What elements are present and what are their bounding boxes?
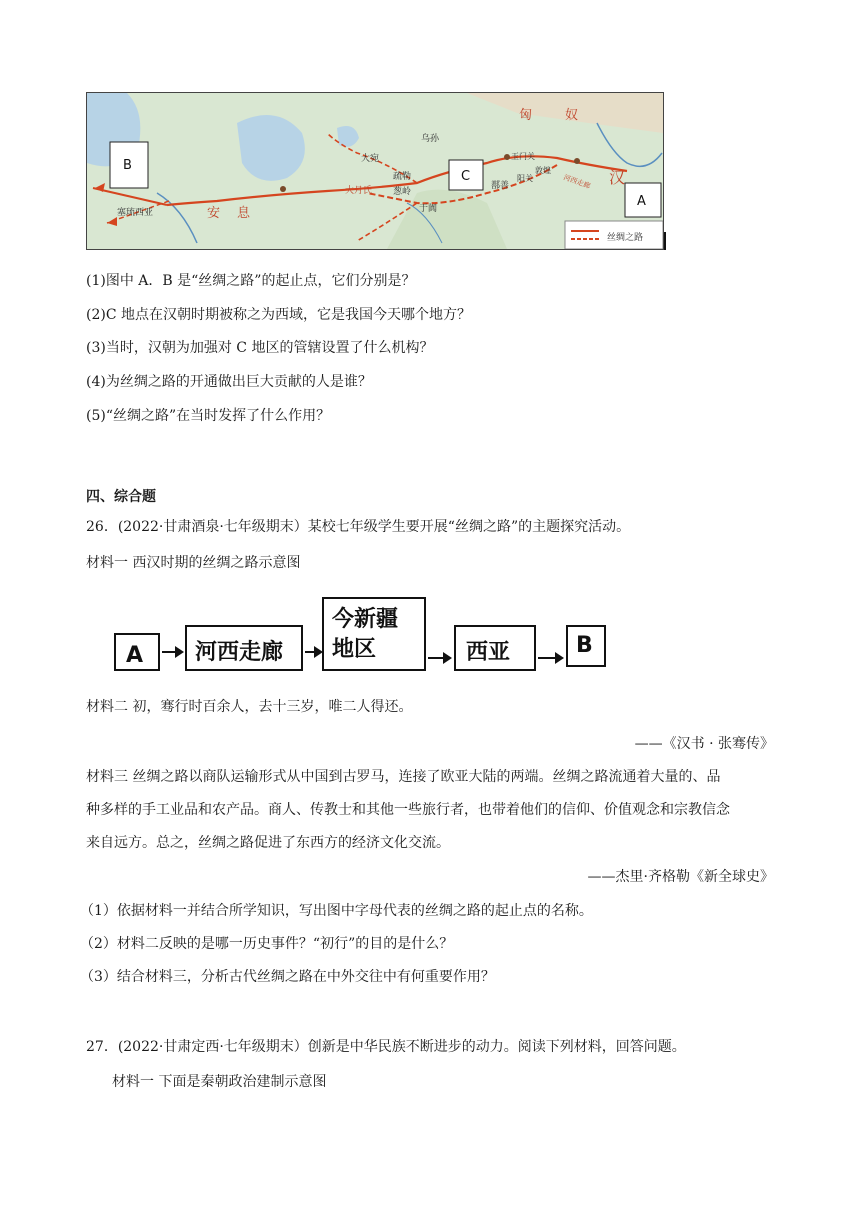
label-sailiu: 塞琉西亚 — [117, 208, 154, 218]
label-hexi: 河西走廊 — [562, 173, 592, 191]
map-svg — [87, 93, 663, 249]
label-congling: 葱岭 — [393, 187, 412, 197]
map-box-a-label: A — [637, 194, 646, 209]
silk-road-west-end — [93, 188, 167, 205]
label-shule: 疏勒 — [393, 172, 412, 182]
question-4: (4)为丝绸之路的开通做出巨大贡献的人是谁？ — [86, 374, 372, 390]
q26-material3-line1: 材料三 丝绸之路以商队运输形式从中国到古罗马，连接了欧亚大陆的两端。丝绸之路流通着大量的、品 — [86, 769, 721, 785]
flow-box-b-label: B — [576, 633, 593, 658]
flow-box-xiya — [454, 625, 536, 671]
silk-road-flow-diagram — [114, 595, 614, 675]
question-3: (3)当时，汉朝为加强对 C 地区的管辖设置了什么机构？ — [86, 340, 434, 356]
question-2: (2)C 地点在汉朝时期被称之为西域，它是我国今天哪个地方？ — [86, 307, 471, 323]
label-dunhuang: 敦煌 — [535, 166, 551, 175]
label-yutian: 于阗 — [419, 204, 438, 214]
q26-stem: 26．(2022·甘肃酒泉·七年级期末）某校七年级学生要开展“丝绸之路”的主题探究活动。 — [86, 519, 631, 535]
flow-box-xinjiang — [322, 597, 426, 671]
flow-arrow — [305, 651, 321, 653]
q26-source3: ——杰里·齐格勒《新全球史》 — [587, 869, 774, 885]
label-anxi-1: 安 — [207, 206, 221, 221]
question-5: (5)“丝绸之路”在当时发挥了什么作用？ — [86, 408, 331, 424]
label-wusun: 乌孙 — [421, 134, 440, 144]
flow-box-a — [114, 633, 160, 671]
flow-box-xinjiang-line1: 今新疆 — [332, 607, 399, 632]
legend-label: 丝绸之路 — [607, 233, 644, 243]
flow-box-a-label: A — [126, 643, 144, 668]
map-box-c-label: C — [461, 169, 471, 184]
q26-sub1: （1）依据材料一并结合所学知识，写出图中字母代表的丝绸之路的起止点的名称。 — [80, 903, 593, 919]
label-han: 汉 — [609, 168, 626, 187]
section-title: 四、综合题 — [86, 489, 156, 505]
q26-material3-line3: 来自远方。总之，丝绸之路促进了东西方的经济文化交流。 — [86, 835, 450, 851]
route-arrow-icon — [107, 217, 117, 226]
aral-sea-shape — [337, 126, 359, 147]
label-shanshan: 鄯善 — [491, 181, 510, 191]
label-yumenguan: 玉门关 — [511, 152, 535, 161]
caspian-sea-shape — [237, 115, 305, 181]
camel-icon — [504, 154, 510, 160]
label-dayuezhi: 大月氏 — [345, 186, 373, 196]
flow-box-hexi-label: 河西走廊 — [195, 640, 284, 665]
label-xiongnu-2: 奴 — [565, 108, 579, 123]
q26-material1: 材料一 西汉时期的丝绸之路示意图 — [86, 555, 301, 571]
flow-arrow — [162, 651, 182, 653]
flow-box-b — [566, 625, 606, 667]
flow-box-xiya-label: 西亚 — [466, 640, 511, 665]
flow-arrow — [538, 657, 562, 659]
q26-material2: 材料二 初，骞行时百余人，去十三岁，唯二人得还。 — [86, 699, 413, 715]
question-1: (1)图中 A．B 是“丝绸之路”的起止点，它们分别是？ — [86, 273, 416, 289]
flow-arrow — [428, 657, 450, 659]
q26-sub3: （3）结合材料三，分析古代丝绸之路在中外交往中有何重要作用？ — [80, 969, 495, 985]
camel-icon — [574, 158, 580, 164]
q27-stem: 27．(2022·甘肃定西·七年级期末）创新是中华民族不断进步的动力。阅读下列材料，回答问题。 — [86, 1039, 686, 1055]
q26-sub2: （2）材料二反映的是哪一历史事件？“初行”的目的是什么？ — [80, 936, 454, 952]
flow-box-hexi — [185, 625, 303, 671]
label-xiongnu-1: 匈 — [519, 108, 533, 123]
camel-icon — [280, 186, 286, 192]
label-anxi-2: 息 — [237, 206, 251, 221]
silk-road-map — [86, 92, 664, 250]
q27-material1: 材料一 下面是秦朝政治建制示意图 — [112, 1074, 327, 1090]
river-line — [157, 193, 197, 243]
label-dawan: 大宛 — [361, 154, 380, 164]
q26-material3-line2: 种多样的手工业品和农产品。商人、传教士和其他一些旅行者，也带着他们的信仰、价值观念和宗教信念 — [86, 802, 730, 818]
label-yangguan: 阳关 — [517, 174, 533, 183]
map-edge-mark — [664, 232, 666, 250]
plateau-region — [387, 190, 507, 249]
q26-source2: ——《汉书 · 张骞传》 — [634, 736, 774, 752]
map-box-b-label: B — [123, 158, 132, 173]
flow-box-xinjiang-line2: 地区 — [332, 637, 377, 662]
